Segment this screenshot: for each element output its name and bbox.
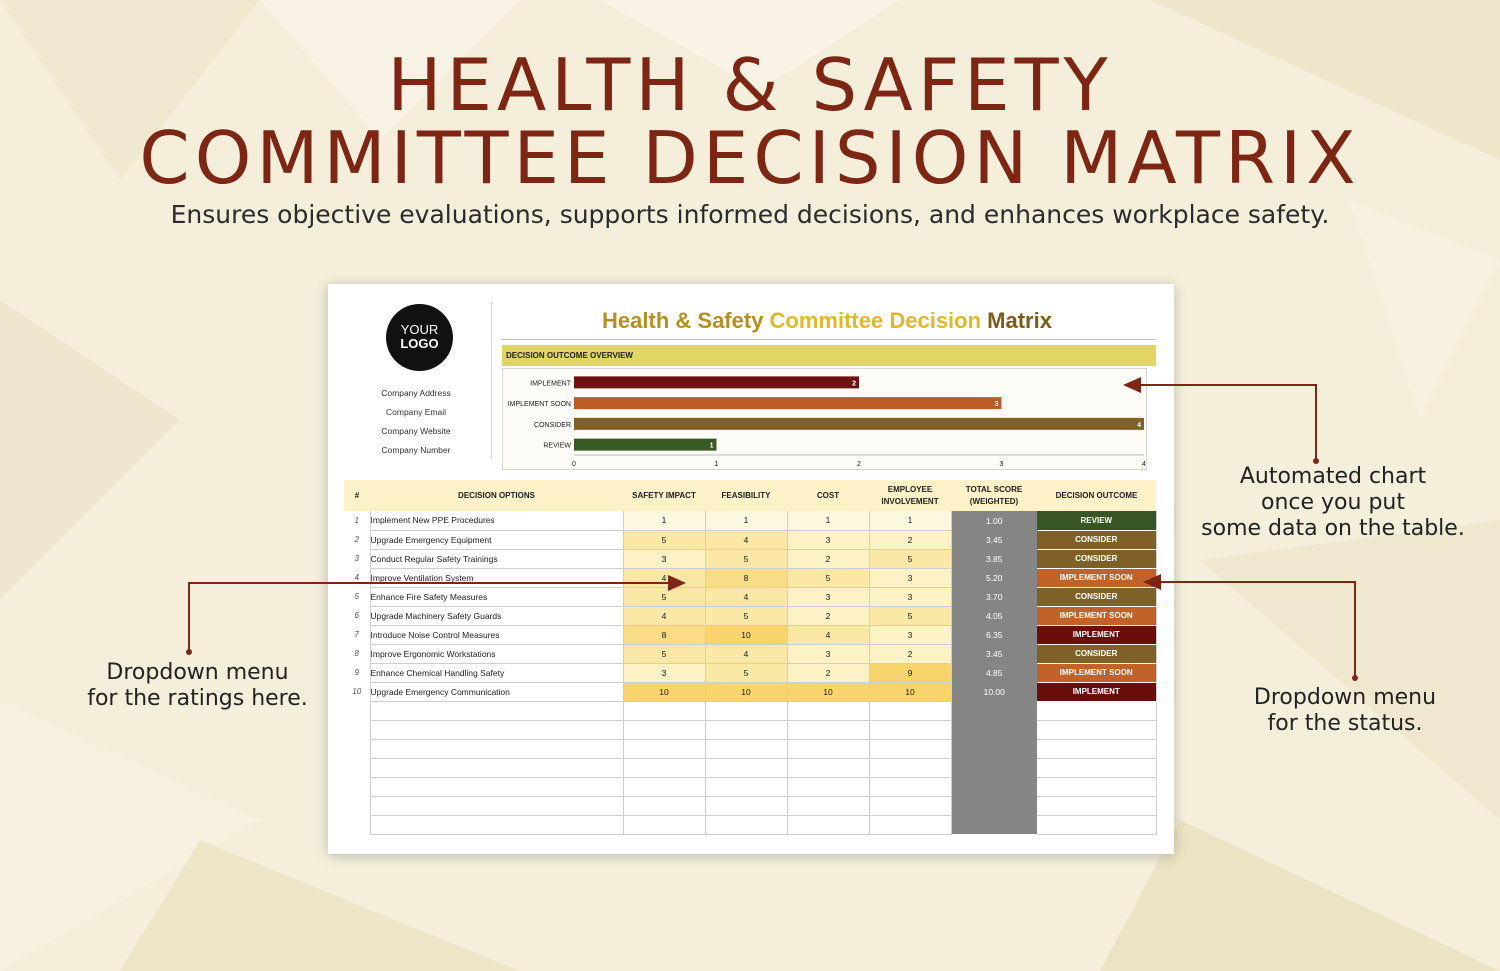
- company-info: [346, 388, 486, 464]
- decision-outcome-dropdown[interactable]: IMPLEMENT: [1037, 625, 1156, 644]
- feasibility-rating-dropdown[interactable]: 10: [705, 625, 787, 644]
- employee-rating-dropdown[interactable]: 3: [869, 625, 951, 644]
- row-number: 6: [354, 611, 359, 620]
- employee-rating-dropdown[interactable]: [869, 739, 951, 758]
- table-row: [344, 663, 1156, 682]
- table-row: [344, 644, 1156, 663]
- table-row: [344, 511, 1156, 530]
- callout-ratings-line2: for the ratings here.: [87, 686, 308, 711]
- feasibility-rating-dropdown[interactable]: [705, 777, 787, 796]
- decision-outcome-dropdown[interactable]: CONSIDER: [1037, 644, 1156, 663]
- chart-data-label: 1: [709, 442, 714, 450]
- chart-tick-label: 1: [714, 461, 719, 468]
- total-score-cell: 4.05: [951, 606, 1037, 625]
- decision-option-cell[interactable]: Introduce Noise Control Measures: [370, 625, 623, 644]
- callout-ratings: [70, 660, 325, 712]
- empty-table-row: [344, 758, 1156, 777]
- chart-tick-label: 3: [999, 461, 1004, 468]
- chart-data-label: 3: [994, 401, 999, 409]
- row-number: 7: [354, 630, 359, 639]
- decision-outcome-dropdown[interactable]: CONSIDER: [1037, 549, 1156, 568]
- empty-table-row: [344, 739, 1156, 758]
- safety-rating-dropdown[interactable]: [623, 777, 705, 796]
- header-decision-outcome: DECISION OUTCOME: [1037, 480, 1156, 511]
- total-score-cell: 5.20: [951, 568, 1037, 587]
- feasibility-rating-dropdown[interactable]: 5: [705, 606, 787, 625]
- employee-rating-dropdown[interactable]: 5: [869, 606, 951, 625]
- row-number: [344, 815, 370, 834]
- cost-rating-dropdown[interactable]: 3: [787, 644, 869, 663]
- feasibility-rating-dropdown[interactable]: [705, 796, 787, 815]
- feasibility-rating-dropdown[interactable]: 5: [705, 549, 787, 568]
- decision-option-cell[interactable]: [370, 701, 623, 720]
- safety-rating-dropdown[interactable]: 4: [623, 568, 705, 587]
- header-safety-impact: SAFETY IMPACT: [623, 480, 705, 511]
- cost-rating-dropdown[interactable]: 10: [787, 682, 869, 701]
- decision-option-cell[interactable]: Upgrade Emergency Communication: [370, 682, 623, 701]
- total-score-cell: 4.85: [951, 663, 1037, 682]
- safety-rating-dropdown[interactable]: 5: [623, 530, 705, 549]
- safety-rating-dropdown[interactable]: 3: [623, 549, 705, 568]
- chart-data-label: 4: [1137, 421, 1141, 429]
- divider: [491, 302, 492, 460]
- employee-rating-dropdown[interactable]: 9: [869, 663, 951, 682]
- callout-ratings-line1: Dropdown menu: [106, 660, 289, 685]
- decision-option-cell[interactable]: [370, 777, 623, 796]
- decision-outcome-dropdown[interactable]: [1037, 701, 1156, 720]
- chart-bar: [574, 439, 717, 451]
- employee-rating-dropdown[interactable]: 5: [869, 549, 951, 568]
- decision-option-cell[interactable]: Improve Ventilation System: [370, 568, 623, 587]
- header-employee-involvement: EMPLOYEE INVOLVEMENT: [869, 480, 951, 511]
- decision-option-cell[interactable]: [370, 796, 623, 815]
- total-score-cell: 6.35: [951, 625, 1037, 644]
- callout-status-line1: Dropdown menu: [1253, 685, 1437, 710]
- hero-title-line2: COMMITTEE DECISION MATRIX: [139, 116, 1361, 200]
- table-row: [344, 682, 1156, 701]
- hero-title-line1: HEALTH & SAFETY: [387, 43, 1113, 127]
- row-number: 10: [352, 687, 362, 696]
- company-website[interactable]: Company Website: [381, 426, 451, 436]
- header-feasibility: FEASIBILITY: [705, 480, 787, 511]
- employee-rating-dropdown[interactable]: [869, 815, 951, 834]
- cost-rating-dropdown[interactable]: [787, 777, 869, 796]
- table-row: [344, 549, 1156, 568]
- row-number: 2: [354, 535, 359, 544]
- callout-status-line2: for the status.: [1267, 711, 1423, 736]
- header-total-score: TOTAL SCORE (WEIGHTED): [951, 480, 1037, 511]
- chart-category-label: REVIEW: [543, 442, 571, 450]
- row-number: [344, 720, 370, 739]
- chart-category-label: IMPLEMENT SOON: [507, 401, 571, 409]
- header-decision-options: DECISION OPTIONS: [370, 480, 623, 511]
- decision-option-cell[interactable]: [370, 720, 623, 739]
- decision-outcome-dropdown[interactable]: IMPLEMENT SOON: [1037, 663, 1156, 682]
- header-num: #: [344, 480, 370, 511]
- table-row: [344, 530, 1156, 549]
- cost-rating-dropdown[interactable]: [787, 758, 869, 777]
- cost-rating-dropdown[interactable]: 2: [787, 549, 869, 568]
- cost-rating-dropdown[interactable]: 2: [787, 663, 869, 682]
- cost-rating-dropdown[interactable]: 1: [787, 511, 869, 530]
- sheet-title-part3: Matrix: [987, 308, 1052, 333]
- safety-rating-dropdown[interactable]: [623, 739, 705, 758]
- feasibility-rating-dropdown[interactable]: 5: [705, 663, 787, 682]
- row-number: [344, 796, 370, 815]
- safety-rating-dropdown[interactable]: 10: [623, 682, 705, 701]
- row-number: 3: [354, 554, 359, 563]
- empty-table-row: [344, 796, 1156, 815]
- decision-outcome-dropdown[interactable]: [1037, 739, 1156, 758]
- sheet-title-part1: Health & Safety: [602, 308, 770, 333]
- chart-category-label: CONSIDER: [534, 421, 571, 429]
- decision-option-cell[interactable]: Enhance Chemical Handling Safety: [370, 663, 623, 682]
- chart-tick-label: 0: [572, 461, 576, 468]
- total-score-cell: [951, 758, 1037, 777]
- hero-subtitle: Ensures objective evaluations, supports informed decisions, and enhances workplace safety.: [170, 200, 1330, 229]
- cost-rating-dropdown[interactable]: 3: [787, 587, 869, 606]
- table-row: [344, 568, 1156, 587]
- total-score-cell: [951, 777, 1037, 796]
- cost-rating-dropdown[interactable]: [787, 739, 869, 758]
- feasibility-rating-dropdown[interactable]: 4: [705, 644, 787, 663]
- chart-bar: [574, 418, 1144, 430]
- table-header-row: [344, 480, 1156, 511]
- company-email[interactable]: Company Email: [386, 407, 446, 417]
- callout-chart-line1: Automated chart: [1239, 464, 1427, 489]
- empty-table-row: [344, 701, 1156, 720]
- decision-option-cell[interactable]: [370, 758, 623, 777]
- row-number: 9: [354, 668, 359, 677]
- total-score-cell: [951, 796, 1037, 815]
- safety-rating-dropdown[interactable]: 1: [623, 511, 705, 530]
- decision-option-cell[interactable]: [370, 739, 623, 758]
- decision-outcome-dropdown[interactable]: CONSIDER: [1037, 587, 1156, 606]
- safety-rating-dropdown[interactable]: 3: [623, 663, 705, 682]
- decision-outcome-dropdown[interactable]: [1037, 720, 1156, 739]
- empty-table-row: [344, 777, 1156, 796]
- row-number: [344, 758, 370, 777]
- feasibility-rating-dropdown[interactable]: 4: [705, 530, 787, 549]
- cost-rating-dropdown[interactable]: 5: [787, 568, 869, 587]
- decision-outcome-chart: [502, 368, 1150, 470]
- logo-line2: LOGO: [400, 336, 439, 351]
- feasibility-rating-dropdown[interactable]: [705, 701, 787, 720]
- chart-tick-label: 4: [1142, 461, 1146, 468]
- decision-outcome-dropdown[interactable]: [1037, 777, 1156, 796]
- company-address[interactable]: Company Address: [381, 388, 451, 398]
- header-cost: COST: [787, 480, 869, 511]
- total-score-cell: 3.45: [951, 530, 1037, 549]
- decision-outcome-dropdown[interactable]: [1037, 758, 1156, 777]
- safety-rating-dropdown[interactable]: 5: [623, 644, 705, 663]
- table-row: [344, 606, 1156, 625]
- employee-rating-dropdown[interactable]: 10: [869, 682, 951, 701]
- decision-option-cell[interactable]: Upgrade Machinery Safety Guards: [370, 606, 623, 625]
- feasibility-rating-dropdown[interactable]: [705, 720, 787, 739]
- decision-outcome-dropdown[interactable]: REVIEW: [1037, 511, 1156, 530]
- employee-rating-dropdown[interactable]: [869, 701, 951, 720]
- employee-rating-dropdown[interactable]: [869, 720, 951, 739]
- cost-rating-dropdown[interactable]: 3: [787, 530, 869, 549]
- decision-outcome-dropdown[interactable]: [1037, 815, 1156, 834]
- table-row: [344, 625, 1156, 644]
- logo-line1: YOUR: [400, 322, 439, 337]
- total-score-cell: 10.00: [951, 682, 1037, 701]
- employee-rating-dropdown[interactable]: 2: [869, 530, 951, 549]
- decision-option-cell[interactable]: Upgrade Emergency Equipment: [370, 530, 623, 549]
- cost-rating-dropdown[interactable]: [787, 701, 869, 720]
- decision-outcome-dropdown[interactable]: [1037, 796, 1156, 815]
- row-number: 5: [354, 592, 359, 601]
- feasibility-rating-dropdown[interactable]: 1: [705, 511, 787, 530]
- decision-outcome-dropdown[interactable]: IMPLEMENT SOON: [1037, 606, 1156, 625]
- title-divider: [502, 339, 1156, 340]
- safety-rating-dropdown[interactable]: [623, 815, 705, 834]
- callout-chart-line3: some data on the table.: [1201, 516, 1465, 541]
- total-score-cell: [951, 739, 1037, 758]
- decision-outcome-dropdown[interactable]: IMPLEMENT: [1037, 682, 1156, 701]
- chart-data-label: 2: [852, 380, 856, 388]
- cost-rating-dropdown[interactable]: [787, 796, 869, 815]
- feasibility-rating-dropdown[interactable]: [705, 758, 787, 777]
- overview-header: DECISION OUTCOME OVERVIEW: [502, 345, 1156, 366]
- callout-chart: [1188, 464, 1478, 542]
- employee-rating-dropdown[interactable]: 2: [869, 644, 951, 663]
- safety-rating-dropdown[interactable]: 5: [623, 587, 705, 606]
- employee-rating-dropdown[interactable]: 3: [869, 587, 951, 606]
- total-score-cell: 1.00: [951, 511, 1037, 530]
- cost-rating-dropdown[interactable]: [787, 720, 869, 739]
- employee-rating-dropdown[interactable]: 1: [869, 511, 951, 530]
- feasibility-rating-dropdown[interactable]: 4: [705, 587, 787, 606]
- empty-table-row: [344, 720, 1156, 739]
- table-row: [344, 587, 1156, 606]
- cost-rating-dropdown[interactable]: 4: [787, 625, 869, 644]
- total-score-cell: [951, 701, 1037, 720]
- employee-rating-dropdown[interactable]: [869, 796, 951, 815]
- company-logo: [386, 304, 453, 371]
- safety-rating-dropdown[interactable]: 8: [623, 625, 705, 644]
- spreadsheet-preview: [328, 284, 1174, 854]
- callout-chart-line2: once you put: [1261, 490, 1405, 515]
- safety-rating-dropdown[interactable]: [623, 720, 705, 739]
- decision-matrix-table: [344, 480, 1157, 835]
- chart-bar: [574, 376, 859, 388]
- company-number[interactable]: Company Number: [381, 445, 451, 455]
- decision-option-cell[interactable]: Implement New PPE Procedures: [370, 511, 623, 530]
- decision-option-cell[interactable]: Improve Ergonomic Workstations: [370, 644, 623, 663]
- total-score-cell: [951, 815, 1037, 834]
- safety-rating-dropdown[interactable]: [623, 758, 705, 777]
- cost-rating-dropdown[interactable]: 2: [787, 606, 869, 625]
- total-score-cell: 3.45: [951, 644, 1037, 663]
- empty-table-row: [344, 815, 1156, 834]
- safety-rating-dropdown[interactable]: [623, 701, 705, 720]
- chart-tick-label: 2: [857, 461, 861, 468]
- callout-status: [1230, 685, 1460, 737]
- row-number: [344, 739, 370, 758]
- decision-option-cell[interactable]: Conduct Regular Safety Trainings: [370, 549, 623, 568]
- chart-bar: [574, 397, 1002, 409]
- total-score-cell: [951, 720, 1037, 739]
- total-score-cell: 3.85: [951, 549, 1037, 568]
- row-number: [344, 777, 370, 796]
- sheet-title-part2: Committee Decision: [769, 308, 988, 333]
- decision-outcome-dropdown[interactable]: IMPLEMENT SOON: [1037, 568, 1156, 587]
- row-number: [344, 701, 370, 720]
- feasibility-rating-dropdown[interactable]: 10: [705, 682, 787, 701]
- feasibility-rating-dropdown[interactable]: 8: [705, 568, 787, 587]
- employee-rating-dropdown[interactable]: [869, 777, 951, 796]
- chart-category-label: IMPLEMENT: [530, 380, 571, 388]
- employee-rating-dropdown[interactable]: 3: [869, 568, 951, 587]
- employee-rating-dropdown[interactable]: [869, 758, 951, 777]
- row-number: 1: [354, 516, 359, 525]
- safety-rating-dropdown[interactable]: [623, 796, 705, 815]
- sheet-title: [500, 308, 1154, 334]
- decision-option-cell[interactable]: [370, 815, 623, 834]
- decision-outcome-dropdown[interactable]: CONSIDER: [1037, 530, 1156, 549]
- total-score-cell: 3.70: [951, 587, 1037, 606]
- row-number: 8: [354, 649, 359, 658]
- cost-rating-dropdown[interactable]: [787, 815, 869, 834]
- feasibility-rating-dropdown[interactable]: [705, 815, 787, 834]
- row-number: 4: [354, 573, 359, 582]
- safety-rating-dropdown[interactable]: 4: [623, 606, 705, 625]
- feasibility-rating-dropdown[interactable]: [705, 739, 787, 758]
- decision-option-cell[interactable]: Enhance Fire Safety Measures: [370, 587, 623, 606]
